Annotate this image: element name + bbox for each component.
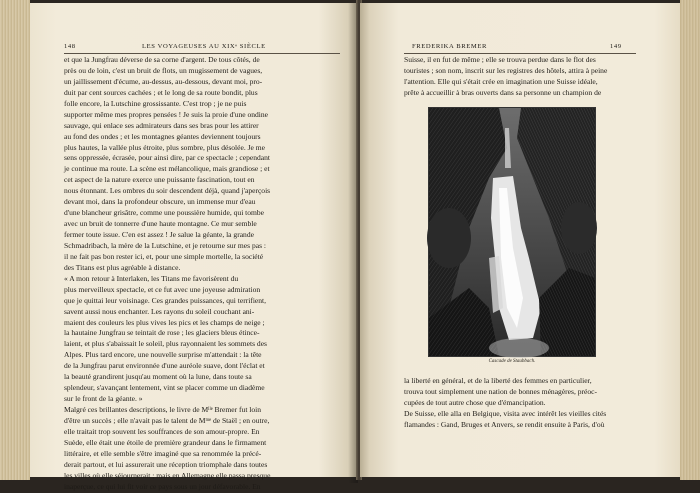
left-body-text [64, 55, 340, 493]
text-line: Suisse, il en fut de même ; elle se trouva perdue dans le flot des [404, 55, 596, 64]
text-line: cet aspect de la nature exerce une puissante fascination, tout en [64, 175, 255, 185]
text-line: il ne fait pas bon rester ici, et, pour une simple mortelle, la société [64, 251, 264, 261]
text-line: de la Jungfrau parut environnée d'une auréole suave, dont l'éclat et [64, 361, 265, 371]
text-line: des Titans est plus agréable à distance. [64, 262, 181, 272]
text-line: « A mon retour à Interlaken, les Titans me favorisèrent du [64, 273, 239, 283]
text-line: splendeur, s'avançant lentement, vint se placer comme un diadème [64, 383, 265, 393]
text-line: sens oppressée, écrasée, pour ainsi dire, par ce spectacle ; cependant [64, 153, 270, 163]
text-line: inaperçue, ce qui lui fit voir ce pays sous un jour défavorable. En [64, 481, 261, 491]
left-running-head: LES VOYAGEUSES AU XIXᵉ SIÈCLE [142, 43, 266, 50]
text-line: prête à accueillir à bras ouverts dans sa personne un champion de [404, 87, 602, 97]
page-edges-right [680, 0, 700, 480]
text-line: savent aussi nous enchanter. Les rayons du soleil couchant ani- [64, 306, 255, 316]
text-line: et que la Jungfrau déverse de sa corne d'argent. De tous côtés, de [64, 55, 260, 64]
text-line: sur le front de la géante. » [64, 394, 143, 404]
text-line: nous étonnant. Les ombres du soir descendent déjà, quand j'aperçois [64, 186, 271, 196]
text-line: littéraire, et elle semble s'être imaginé que sa renommée la précé- [64, 448, 262, 458]
text-line: devant moi, dans la profondeur obscure, un immense mur d'eau [64, 197, 256, 207]
text-line: au fond des ondes ; et les montagnes géantes deviennent toujours [64, 131, 261, 141]
text-line: les villes où elle séjournerait ; mais en Allemagne elle passa presque [64, 470, 271, 480]
text-line: Malgré ces brillantes descriptions, le livre de Mˡˡᵉ Bremer fut loin [64, 405, 262, 414]
right-page [360, 3, 680, 477]
text-line: laient, et plus s'abaissait le soleil, plus rayonnaient les sommets des [64, 339, 267, 349]
right-header-rule [404, 53, 636, 54]
left-header-rule [64, 53, 340, 54]
text-line: supporter même mes propres pensées ! Je suis la proie d'une ondine [64, 109, 269, 119]
text-line: fermer toute issue. C'en est assez ! Je salue la géante, la grande [64, 230, 254, 239]
text-line: un jaillissement d'écume, au-dessus, au-dessous, devant moi, pro- [64, 76, 263, 86]
page-edges-left [0, 0, 30, 480]
right-body-text-bottom [404, 376, 636, 431]
figure-caption: Cascade de Staubbach. [488, 359, 536, 364]
text-line: plus merveilleux spectacle, et ce fut avec une joyeuse admiration [64, 284, 261, 294]
text-line: trouva tout simplement une nation de bonnes ménagères, préoc- [404, 386, 598, 396]
right-page-number: 149 [610, 43, 622, 50]
text-line: touristes ; son nom, inscrit sur les registres des hôtels, attira à peine [404, 65, 608, 75]
waterfall-engraving [428, 107, 596, 357]
text-line: la liberté en général, et de la liberté des femmes en particulier, [404, 376, 592, 385]
text-line: flamandes : Gand, Bruges et Anvers, se rendit ensuite à Paris, d'où [404, 419, 605, 429]
left-page-number: 148 [64, 43, 76, 50]
text-line: près ou de loin, c'est un bruit de flots, un mugissement de vagues, [64, 65, 263, 75]
text-line: De Suisse, elle alla en Belgique, visita avec intérêt les vieilles cités [404, 408, 607, 418]
text-line: maient des couleurs les plus vives les pics et les champs de neige ; [64, 317, 265, 327]
left-page [30, 3, 358, 491]
text-line: Alpes. Plus tard encore, une nouvelle surprise m'attendait : la tête [64, 350, 262, 360]
text-line: que je quittai leur voisinage. Ces grandes puissances, qui terrifient, [64, 295, 267, 305]
right-body-text-top [404, 55, 636, 99]
text-line: d'une blancheur grisâtre, comme une poussière humide, qui tombe [64, 208, 265, 218]
text-line: Schmadribach, la mère de la Lutschine, et je retourne sur mes pas : [64, 240, 267, 250]
text-line: duit par cent sources cachées ; et le long de sa route bondit, plus [64, 87, 258, 97]
text-line: sauvage, qui enlace ses admirateurs dans ses bras pour les attirer [64, 120, 259, 130]
text-line: la hautaine Jungfrau se teintait de rose ; les glaciers bleus étince- [64, 328, 260, 338]
text-line: elle traitait trop souvent les souffrances de son amour-propre. En [64, 426, 260, 436]
text-line: avec un bruit de tonnerre d'une haute montagne. Ce mur semble [64, 219, 257, 229]
text-line: je continue ma route. La scène est mélancolique, mais grandiose ; et [64, 164, 270, 174]
text-line: cupées de tout autre chose que d'émancipation. [404, 397, 546, 407]
waterfall-illustration [429, 108, 595, 356]
right-running-head: FREDERIKA BREMER [412, 43, 487, 50]
text-line: derait partout, et lui assurerait une réception triomphale dans toutes [64, 459, 268, 469]
text-line: d'être un succès ; elle n'avait pas le talent de Mᵐᵉ de Staël ; en outre, [64, 415, 270, 425]
text-line: la beauté grandirent jusqu'au moment où la lune, dans toute sa [64, 372, 252, 382]
text-line: l'attention. Elle qui s'était crée en imagination une Suisse idéale, [404, 76, 598, 86]
text-line: Suède, elle était une étoile de première grandeur dans le firmament [64, 437, 267, 447]
text-line: folle encore, la Lutschine grossissante. C'est trop ; je ne puis [64, 98, 247, 108]
text-line: plus hautes, la vallée plus étroite, plus sombre, plus désolée. Je me [64, 142, 265, 152]
